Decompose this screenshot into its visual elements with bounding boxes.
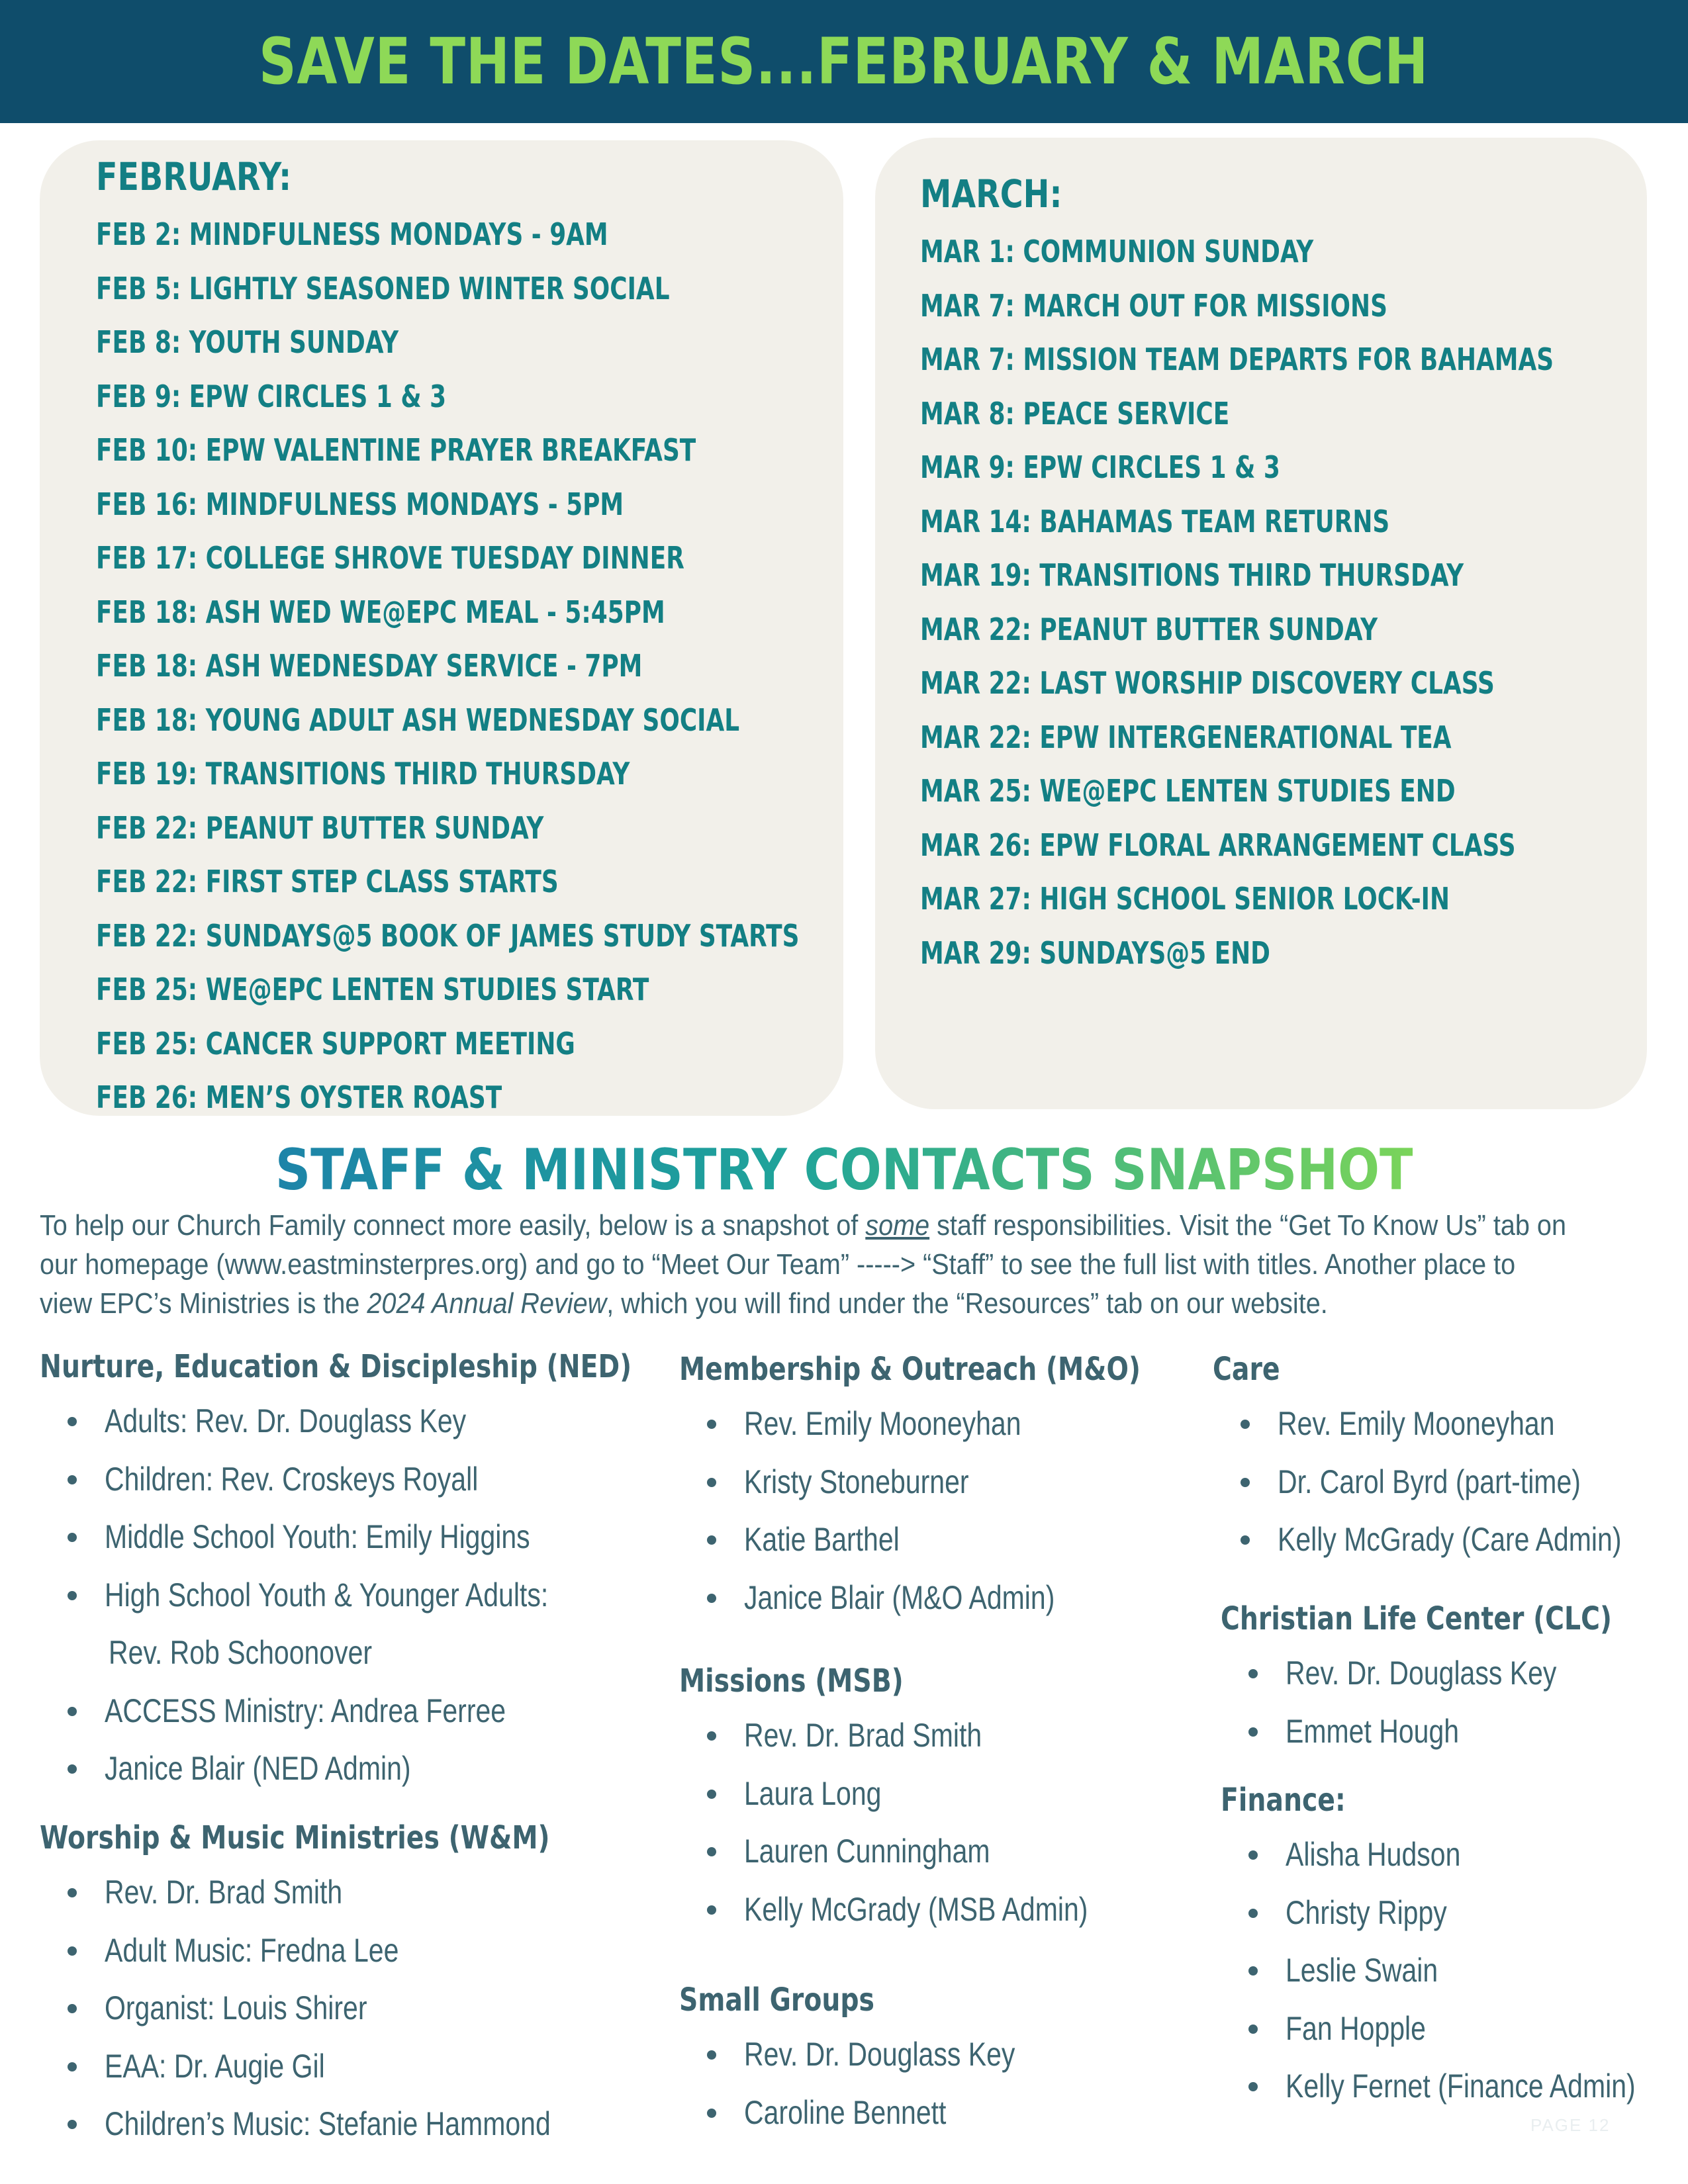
bullet-icon (68, 1591, 77, 1600)
list-item-text: Organist: Louis Shirer (105, 1989, 367, 2026)
care-list (1213, 1398, 1688, 1572)
clc-section (1221, 1598, 1688, 1764)
list-item-continuation (40, 1627, 761, 1686)
list-item (40, 2099, 662, 2157)
event-item: MAR 19: TRANSITIONS THIRD THURSDAY (920, 557, 1464, 593)
list-item-text: Emmet Hough (1286, 1712, 1460, 1750)
event-item: FEB 9: EPW CIRCLES 1 & 3 (96, 378, 447, 414)
list-item (40, 1743, 761, 1801)
bullet-icon (68, 2120, 77, 2129)
list-item (679, 2087, 1074, 2146)
staff-intro-paragraph (40, 1206, 1655, 1323)
list-item (1221, 1829, 1688, 1888)
list-item (1221, 2061, 1688, 2119)
list-item-text: Kelly McGrady (MSB Admin) (744, 1890, 1088, 1928)
bullet-icon (1248, 1966, 1258, 1976)
msb-list (679, 1710, 1163, 1942)
event-item: MAR 22: PEANUT BUTTER SUNDAY (920, 611, 1378, 647)
event-item: MAR 22: EPW INTERGENERATIONAL TEA (920, 719, 1452, 755)
february-event-list (96, 208, 843, 1125)
list-item-text: Alisha Hudson (1286, 1836, 1461, 1873)
list-item (40, 1396, 761, 1454)
list-item (1221, 1945, 1688, 2003)
event-item: FEB 5: LIGHTLY SEASONED WINTER SOCIAL (96, 270, 670, 306)
wm-section (40, 1817, 662, 2157)
event-item: FEB 25: CANCER SUPPORT MEETING (96, 1025, 575, 1062)
intro-line-2: our homepage (www.eastminsterpres.org) and go to “Meet Our Team” -----> “Staff” to see the full list with titles. Another place to (40, 1248, 1516, 1281)
msb-section (679, 1660, 1163, 1942)
mo-heading: Membership & Outreach (M&O) (679, 1351, 1141, 1388)
event-item: MAR 29: SUNDAYS@5 END (920, 934, 1270, 971)
small-groups-heading: Small Groups (679, 1981, 874, 2019)
event-item: FEB 18: ASH WED WE@EPC MEAL - 5:45PM (96, 594, 665, 630)
list-item-text: Rev. Dr. Douglass Key (1286, 1655, 1557, 1692)
event-item: FEB 19: TRANSITIONS THIRD THURSDAY (96, 756, 630, 792)
finance-list (1221, 1829, 1688, 2119)
list-item (1213, 1457, 1688, 1515)
february-heading: FEBRUARY: (96, 154, 292, 199)
march-events-box (875, 138, 1647, 1109)
list-item (1213, 1514, 1688, 1572)
event-item: FEB 22: SUNDAYS@5 BOOK OF JAMES STUDY STARTS (96, 917, 800, 954)
list-item-text: Dr. Carol Byrd (part-time) (1278, 1463, 1581, 1500)
list-item (1221, 1888, 1688, 1946)
intro-text: staff responsibilities. Visit the “Get To Know Us” tab on (929, 1209, 1566, 1242)
list-item (679, 2029, 1074, 2087)
bullet-icon (707, 2109, 716, 2118)
event-item: FEB 16: MINDFULNESS MONDAYS - 5PM (96, 486, 624, 522)
list-item (679, 1398, 1242, 1457)
intro-text: , which you will find under the “Resources” tab on our website. (606, 1287, 1328, 1320)
list-item-text: Lauren Cunningham (744, 1833, 990, 1870)
event-item: FEB 26: MEN’S OYSTER ROAST (96, 1079, 502, 1115)
bullet-icon (68, 1888, 77, 1897)
event-item: MAR 9: EPW CIRCLES 1 & 3 (920, 449, 1280, 485)
event-item: MAR 25: WE@EPC LENTEN STUDIES END (920, 773, 1456, 809)
march-event-list (920, 225, 1647, 980)
staff-section-title (0, 1137, 1688, 1203)
event-item: MAR 27: HIGH SCHOOL SENIOR LOCK-IN (920, 881, 1450, 917)
list-item-text: Christy Rippy (1286, 1893, 1447, 1931)
list-item-text: Rev. Dr. Douglass Key (744, 2036, 1015, 2073)
february-events-box (40, 140, 843, 1116)
list-item-text: Janice Blair (M&O Admin) (744, 1578, 1055, 1616)
event-item: FEB 18: ASH WEDNESDAY SERVICE - 7PM (96, 648, 643, 684)
wm-list (40, 1867, 662, 2157)
list-item (40, 1570, 761, 1628)
intro-emphasis: 2024 Annual Review (367, 1287, 607, 1320)
bullet-icon (1248, 1727, 1258, 1737)
bullet-icon (707, 1905, 716, 1915)
bullet-icon (1248, 1909, 1258, 1918)
bullet-icon (707, 1790, 716, 1799)
list-item-text: Children: Rev. Croskeys Royall (105, 1460, 479, 1498)
bullet-icon (68, 1475, 77, 1484)
mo-section (679, 1348, 1242, 1630)
list-item-text: Middle School Youth: Emily Higgins (105, 1518, 530, 1555)
list-item (679, 1572, 1242, 1631)
list-item-text: Katie Barthel (744, 1521, 900, 1558)
bullet-icon (1248, 2082, 1258, 2091)
bullet-icon (1241, 1420, 1250, 1429)
list-item-text: Rev. Dr. Brad Smith (105, 1874, 343, 1911)
bullet-icon (68, 2062, 77, 2071)
event-item: MAR 14: BAHAMAS TEAM RETURNS (920, 503, 1390, 539)
staff-title-text: STAFF & MINISTRY CONTACTS SNAPSHOT (275, 1137, 1413, 1203)
bullet-icon (68, 1707, 77, 1716)
event-item: FEB 18: YOUNG ADULT ASH WEDNESDAY SOCIAL (96, 702, 740, 738)
list-item (40, 1983, 662, 2041)
bullet-icon (68, 1764, 77, 1774)
list-item-text: Rev. Dr. Brad Smith (744, 1717, 982, 1754)
list-item-text: Caroline Bennett (744, 2093, 947, 2131)
list-item-text: Adults: Rev. Dr. Douglass Key (105, 1402, 467, 1439)
msb-heading: Missions (MSB) (679, 1662, 904, 1700)
bullet-icon (1241, 1478, 1250, 1487)
list-item-text: Kristy Stoneburner (744, 1463, 969, 1500)
event-item: MAR 1: COMMUNION SUNDAY (920, 234, 1314, 269)
ned-section (40, 1345, 761, 1801)
ned-heading: Nurture, Education & Discipleship (NED) (40, 1348, 632, 1385)
event-item: FEB 8: YOUTH SUNDAY (96, 324, 399, 360)
list-item-text: Kelly Fernet (Finance Admin) (1286, 2068, 1636, 2105)
list-item-text: ACCESS Ministry: Andrea Ferree (105, 1692, 506, 1729)
event-item: FEB 17: COLLEGE SHROVE TUESDAY DINNER (96, 540, 684, 576)
list-item (679, 1884, 1163, 1942)
event-item: MAR 8: PEACE SERVICE (920, 395, 1230, 432)
intro-text: To help our Church Family connect more easily, below is a snapshot of (40, 1209, 866, 1242)
small-groups-list (679, 2029, 1074, 2145)
bullet-icon (1248, 1850, 1258, 1860)
header-banner (0, 0, 1688, 123)
bullet-icon (1248, 2025, 1258, 2034)
bullet-icon (707, 2050, 716, 2060)
list-item (679, 1826, 1163, 1884)
list-item (40, 1454, 761, 1512)
event-item: FEB 2: MINDFULNESS MONDAYS - 9AM (96, 216, 608, 252)
list-item (40, 1925, 662, 1983)
list-item-text: Janice Blair (NED Admin) (105, 1750, 411, 1787)
event-item: FEB 10: EPW VALENTINE PRAYER BREAKFAST (96, 432, 696, 468)
list-item-text: Fan Hopple (1286, 2009, 1426, 2047)
list-item-text: Adult Music: Fredna Lee (105, 1931, 399, 1969)
banner-title: SAVE THE DATES...FEBRUARY & MARCH (259, 24, 1429, 99)
bullet-icon (707, 1420, 716, 1429)
list-item (40, 2041, 662, 2099)
ned-list (40, 1396, 761, 1801)
event-item: MAR 22: LAST WORSHIP DISCOVERY CLASS (920, 665, 1495, 701)
page-number: PAGE 12 (1530, 2115, 1611, 2135)
bullet-icon (707, 1535, 716, 1545)
event-item: MAR 7: MISSION TEAM DEPARTS FOR BAHAMAS (920, 341, 1554, 377)
bullet-icon (68, 1533, 77, 1542)
care-section (1213, 1348, 1688, 1572)
list-item-text: High School Youth & Younger Adults: (105, 1576, 549, 1614)
clc-heading: Christian Life Center (CLC) (1221, 1600, 1612, 1637)
event-item: MAR 7: MARCH OUT FOR MISSIONS (920, 287, 1387, 324)
mo-list (679, 1398, 1242, 1630)
intro-line-1 (40, 1206, 1648, 1245)
list-item-text: EAA: Dr. Augie Gil (105, 2047, 325, 2085)
intro-emphasis: some (865, 1209, 930, 1242)
bullet-icon (707, 1731, 716, 1741)
list-item (679, 1457, 1242, 1515)
list-item-text: Children’s Music: Stefanie Hammond (105, 2105, 551, 2142)
finance-heading: Finance: (1221, 1782, 1346, 1819)
event-item: MAR 26: EPW FLORAL ARRANGEMENT CLASS (920, 827, 1516, 863)
list-item (40, 1867, 662, 1925)
list-item (40, 1686, 761, 1744)
march-heading: MARCH: (920, 171, 1062, 216)
bullet-icon (68, 1946, 77, 1956)
bullet-icon (68, 2004, 77, 2013)
list-item (1221, 1648, 1688, 1706)
care-heading: Care (1213, 1351, 1280, 1388)
small-groups-section (679, 1979, 1074, 2145)
bullet-icon (1248, 1669, 1258, 1678)
list-item-text: Rev. Emily Mooneyhan (744, 1405, 1021, 1442)
event-item: FEB 22: PEANUT BUTTER SUNDAY (96, 809, 544, 846)
wm-heading: Worship & Music Ministries (W&M) (40, 1819, 550, 1856)
list-item (40, 1512, 761, 1570)
list-item (679, 1768, 1163, 1827)
clc-list (1221, 1648, 1688, 1764)
bullet-icon (68, 1417, 77, 1426)
list-item (679, 1514, 1242, 1572)
list-item (1221, 1706, 1688, 1764)
intro-line-3 (40, 1284, 1648, 1323)
list-item (1213, 1398, 1688, 1457)
list-item-text: Laura Long (744, 1774, 882, 1812)
list-item (1221, 2003, 1688, 2062)
bullet-icon (1241, 1535, 1250, 1545)
list-item (679, 1710, 1163, 1768)
bullet-icon (707, 1478, 716, 1487)
list-item-text: Rev. Rob Schoonover (109, 1634, 373, 1671)
event-item: FEB 25: WE@EPC LENTEN STUDIES START (96, 972, 649, 1007)
list-item-text: Kelly McGrady (Care Admin) (1278, 1521, 1622, 1558)
intro-text: view EPC’s Ministries is the (40, 1287, 367, 1320)
list-item-text: Leslie Swain (1286, 1952, 1438, 1989)
bullet-icon (707, 1847, 716, 1856)
finance-section (1221, 1779, 1688, 2119)
event-item: FEB 22: FIRST STEP CLASS STARTS (96, 864, 559, 899)
bullet-icon (707, 1594, 716, 1603)
list-item-text: Rev. Emily Mooneyhan (1278, 1405, 1555, 1442)
